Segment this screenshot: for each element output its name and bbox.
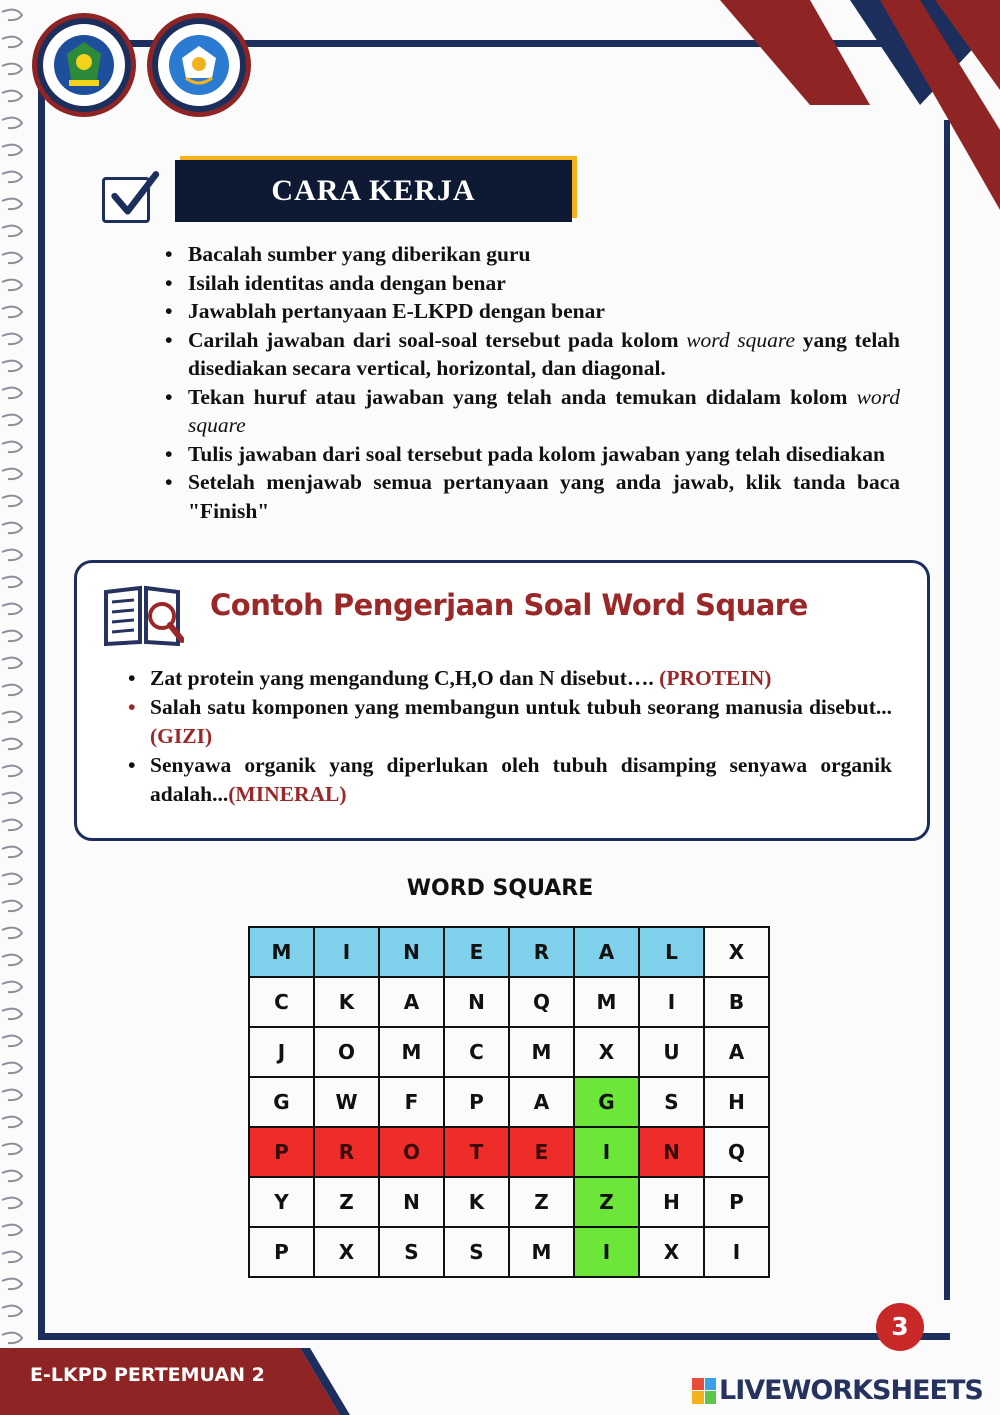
grid-cell[interactable]: Z bbox=[509, 1177, 574, 1227]
grid-cell[interactable]: H bbox=[704, 1077, 769, 1127]
step-text: yang telah disediakan secara vertical, horizontal, dan diagonal. bbox=[188, 327, 900, 380]
spiral-ring bbox=[2, 361, 22, 372]
grid-cell[interactable]: P bbox=[704, 1177, 769, 1227]
grid-row bbox=[249, 1227, 769, 1277]
grid-cell[interactable]: K bbox=[314, 977, 379, 1027]
spiral-ring bbox=[2, 1009, 22, 1020]
spiral-ring bbox=[2, 226, 22, 237]
example-item bbox=[128, 693, 892, 751]
grid-cell[interactable]: N bbox=[379, 927, 444, 977]
spiral-ring bbox=[2, 955, 22, 966]
spiral-ring bbox=[2, 1306, 22, 1317]
step-item bbox=[165, 440, 900, 469]
step-text: Carilah jawaban dari soal-soal tersebut pada kolom bbox=[188, 327, 687, 352]
grid-cell[interactable]: N bbox=[379, 1177, 444, 1227]
example-question: Zat protein yang mengandung C,H,O dan N disebut…. bbox=[150, 666, 660, 690]
spiral-ring bbox=[2, 442, 22, 453]
example-list bbox=[128, 664, 892, 809]
page-number: 3 bbox=[876, 1303, 924, 1351]
spiral-ring bbox=[2, 1063, 22, 1074]
provincial-emblem-icon bbox=[53, 34, 115, 96]
grid-cell[interactable]: M bbox=[574, 977, 639, 1027]
grid-cell[interactable]: A bbox=[704, 1027, 769, 1077]
grid-cell[interactable]: W bbox=[314, 1077, 379, 1127]
spiral-ring bbox=[2, 847, 22, 858]
school-logo bbox=[152, 18, 246, 112]
spiral-binding bbox=[0, 0, 30, 1415]
grid-cell[interactable]: J bbox=[249, 1027, 314, 1077]
grid-cell[interactable]: S bbox=[379, 1227, 444, 1277]
grid-cell[interactable]: S bbox=[444, 1227, 509, 1277]
cara-kerja-steps bbox=[165, 240, 900, 525]
spiral-ring bbox=[2, 766, 22, 777]
spiral-ring bbox=[2, 1333, 22, 1344]
corner-decoration bbox=[720, 0, 1000, 210]
step-item bbox=[165, 297, 900, 326]
provincial-logo bbox=[37, 18, 131, 112]
grid-row bbox=[249, 1077, 769, 1127]
frame-bottom-border bbox=[38, 1333, 950, 1340]
spiral-ring bbox=[2, 1171, 22, 1182]
grid-cell[interactable]: F bbox=[379, 1077, 444, 1127]
spiral-ring bbox=[2, 496, 22, 507]
footer-label: E-LKPD PERTEMUAN 2 bbox=[30, 1364, 265, 1386]
grid-cell[interactable]: G bbox=[249, 1077, 314, 1127]
step-item bbox=[165, 240, 900, 269]
frame-left-border bbox=[38, 40, 45, 1340]
grid-cell[interactable]: U bbox=[639, 1027, 704, 1077]
grid-cell[interactable]: O bbox=[379, 1127, 444, 1177]
spiral-ring bbox=[2, 415, 22, 426]
liveworksheets-brand bbox=[692, 1375, 983, 1406]
grid-cell[interactable]: G bbox=[574, 1077, 639, 1127]
grid-cell[interactable]: X bbox=[314, 1227, 379, 1277]
step-item bbox=[165, 468, 900, 525]
spiral-ring bbox=[2, 388, 22, 399]
spiral-ring bbox=[2, 550, 22, 561]
grid-cell[interactable]: I bbox=[704, 1227, 769, 1277]
step-item bbox=[165, 269, 900, 298]
grid-cell[interactable]: R bbox=[314, 1127, 379, 1177]
spiral-ring bbox=[2, 1090, 22, 1101]
spiral-ring bbox=[2, 469, 22, 480]
step-item bbox=[165, 383, 900, 440]
step-text: Jawablah pertanyaan E-LKPD dengan benar bbox=[188, 299, 605, 323]
grid-cell[interactable]: I bbox=[574, 1227, 639, 1277]
grid-cell[interactable]: P bbox=[249, 1227, 314, 1277]
grid-cell[interactable]: A bbox=[574, 927, 639, 977]
step-italic-term: word square bbox=[686, 327, 796, 352]
grid-cell[interactable]: A bbox=[509, 1077, 574, 1127]
spiral-ring bbox=[2, 145, 22, 156]
spiral-ring bbox=[2, 307, 22, 318]
grid-row bbox=[249, 1127, 769, 1177]
spiral-ring bbox=[2, 199, 22, 210]
word-square-title: WORD SQUARE bbox=[406, 876, 594, 901]
grid-cell[interactable]: O bbox=[314, 1027, 379, 1077]
spiral-ring bbox=[2, 10, 22, 21]
spiral-ring bbox=[2, 739, 22, 750]
grid-row bbox=[249, 927, 769, 977]
spiral-ring bbox=[2, 631, 22, 642]
spiral-ring bbox=[2, 1198, 22, 1209]
example-answer: (PROTEIN) bbox=[659, 666, 772, 690]
spiral-ring bbox=[2, 1225, 22, 1236]
step-text: Setelah menjawab semua pertanyaan yang anda jawab, klik tanda baca "Finish" bbox=[188, 470, 900, 523]
grid-cell[interactable]: C bbox=[444, 1027, 509, 1077]
example-item bbox=[128, 751, 892, 809]
spiral-ring bbox=[2, 901, 22, 912]
cara-kerja-title: CARA KERJA bbox=[271, 174, 476, 207]
grid-cell[interactable]: A bbox=[379, 977, 444, 1027]
spiral-ring bbox=[2, 604, 22, 615]
step-item bbox=[165, 326, 900, 383]
grid-cell[interactable]: E bbox=[509, 1127, 574, 1177]
grid-cell[interactable]: R bbox=[509, 927, 574, 977]
spiral-ring bbox=[2, 172, 22, 183]
spiral-ring bbox=[2, 874, 22, 885]
spiral-ring bbox=[2, 928, 22, 939]
spiral-ring bbox=[2, 1117, 22, 1128]
spiral-ring bbox=[2, 280, 22, 291]
example-answer: (MINERAL) bbox=[228, 782, 347, 806]
grid-cell[interactable]: Q bbox=[704, 1127, 769, 1177]
spiral-ring bbox=[2, 118, 22, 129]
grid-cell[interactable]: I bbox=[314, 927, 379, 977]
school-emblem-icon bbox=[168, 34, 230, 96]
example-answer: (GIZI) bbox=[150, 724, 213, 748]
grid-cell[interactable]: X bbox=[574, 1027, 639, 1077]
grid-cell[interactable]: K bbox=[444, 1177, 509, 1227]
spiral-ring bbox=[2, 253, 22, 264]
grid-cell[interactable]: E bbox=[444, 927, 509, 977]
grid-cell[interactable]: P bbox=[249, 1127, 314, 1177]
grid-cell[interactable]: Z bbox=[574, 1177, 639, 1227]
spiral-ring bbox=[2, 982, 22, 993]
grid-cell[interactable]: N bbox=[639, 1127, 704, 1177]
cara-kerja-banner bbox=[175, 160, 572, 222]
grid-cell[interactable]: X bbox=[639, 1227, 704, 1277]
grid-row bbox=[249, 1177, 769, 1227]
grid-cell[interactable]: M bbox=[509, 1027, 574, 1077]
step-text: Tulis jawaban dari soal tersebut pada kolom jawaban yang telah disediakan bbox=[188, 441, 885, 466]
spiral-ring bbox=[2, 91, 22, 102]
grid-cell[interactable]: M bbox=[379, 1027, 444, 1077]
spiral-ring bbox=[2, 37, 22, 48]
liveworksheets-logo-icon bbox=[692, 1378, 716, 1404]
frame-right-border bbox=[944, 120, 950, 1300]
grid-cell[interactable]: M bbox=[249, 927, 314, 977]
spiral-ring bbox=[2, 1252, 22, 1263]
spiral-ring bbox=[2, 1036, 22, 1047]
grid-cell[interactable]: B bbox=[704, 977, 769, 1027]
spiral-ring bbox=[2, 1144, 22, 1155]
step-text: Isilah identitas anda dengan benar bbox=[188, 270, 506, 295]
spiral-ring bbox=[2, 820, 22, 831]
step-italic-term: word square bbox=[188, 384, 900, 437]
spiral-ring bbox=[2, 577, 22, 588]
grid-cell[interactable]: Z bbox=[314, 1177, 379, 1227]
grid-cell[interactable]: M bbox=[509, 1227, 574, 1277]
spiral-ring bbox=[2, 793, 22, 804]
grid-cell[interactable]: I bbox=[574, 1127, 639, 1177]
spiral-ring bbox=[2, 658, 22, 669]
spiral-ring bbox=[2, 712, 22, 723]
step-text: Tekan huruf atau jawaban yang telah anda temukan didalam kolom bbox=[188, 384, 857, 409]
grid-cell[interactable]: T bbox=[444, 1127, 509, 1177]
grid-cell[interactable]: Q bbox=[509, 977, 574, 1027]
example-question: Salah satu komponen yang membangun untuk tubuh seorang manusia disebut... bbox=[150, 695, 892, 719]
spiral-ring bbox=[2, 64, 22, 75]
grid-cell[interactable]: P bbox=[444, 1077, 509, 1127]
spiral-ring bbox=[2, 685, 22, 696]
example-item bbox=[128, 664, 892, 693]
spiral-ring bbox=[2, 1279, 22, 1290]
grid-cell[interactable]: C bbox=[249, 977, 314, 1027]
grid-cell[interactable]: L bbox=[639, 927, 704, 977]
spiral-ring bbox=[2, 334, 22, 345]
grid-cell[interactable]: H bbox=[639, 1177, 704, 1227]
grid-cell[interactable]: I bbox=[639, 977, 704, 1027]
grid-cell[interactable]: S bbox=[639, 1077, 704, 1127]
grid-cell[interactable]: Y bbox=[249, 1177, 314, 1227]
spiral-ring bbox=[2, 523, 22, 534]
liveworksheets-text: LIVEWORKSHEETS bbox=[719, 1375, 983, 1406]
example-title: Contoh Pengerjaan Soal Word Square bbox=[210, 588, 808, 622]
grid-cell[interactable]: N bbox=[444, 977, 509, 1027]
word-square-grid bbox=[248, 926, 770, 1278]
book-search-icon bbox=[102, 582, 184, 648]
step-text: Bacalah sumber yang diberikan guru bbox=[188, 242, 531, 266]
grid-row bbox=[249, 1027, 769, 1077]
example-question: Senyawa organik yang diperlukan oleh tubuh disamping senyawa organik adalah... bbox=[150, 753, 892, 806]
grid-cell[interactable]: X bbox=[704, 927, 769, 977]
checkbox-icon bbox=[102, 177, 150, 223]
grid-row bbox=[249, 977, 769, 1027]
